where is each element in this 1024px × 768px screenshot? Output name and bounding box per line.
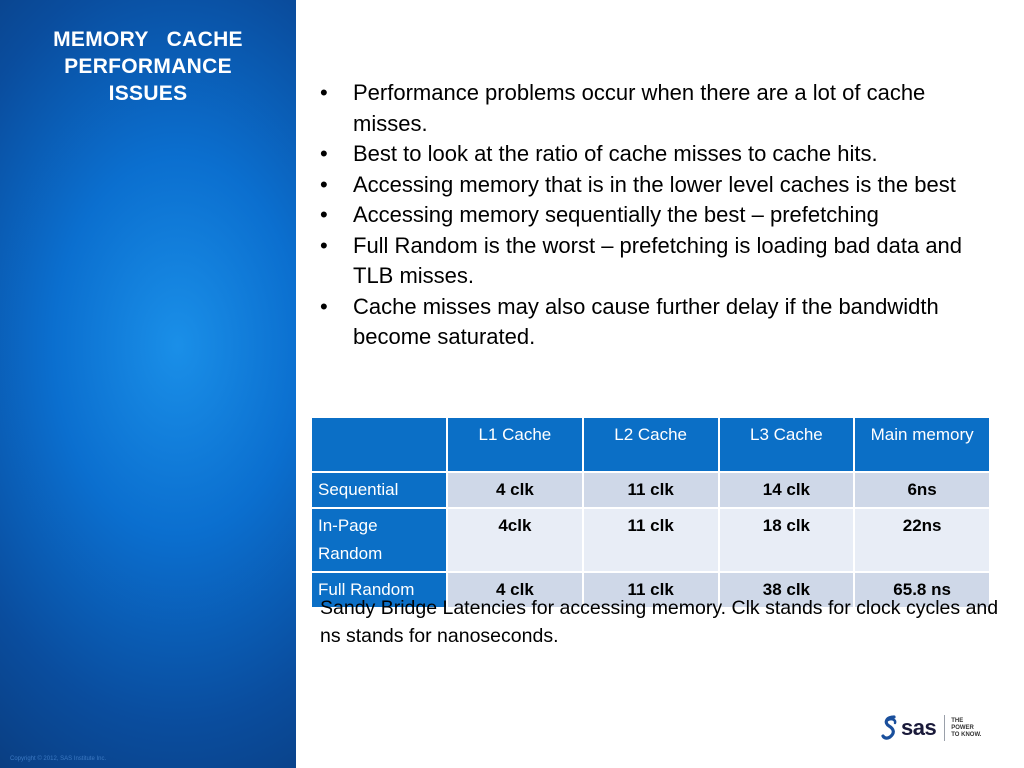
- latency-table: [310, 416, 991, 609]
- table-cell: 4 clk: [447, 572, 583, 608]
- bullet-text: Best to look at the ratio of cache misses to cache hits.: [353, 141, 878, 166]
- table-header-cell: L1 Cache: [447, 417, 583, 472]
- tagline-line: POWER: [951, 724, 974, 731]
- bullet-item: [318, 292, 978, 353]
- bullet-text: Full Random is the worst – prefetching is loading bad data and TLB misses.: [353, 232, 963, 288]
- bullet-dot: •: [320, 80, 328, 105]
- sas-wordmark: sas: [901, 715, 937, 740]
- table-caption: Sandy Bridge Latencies for accessing memory. Clk stands for clock cycles and ns stands for nanoseconds.: [320, 597, 999, 647]
- bullet-item: [318, 200, 978, 231]
- row-label: Full Random: [311, 572, 447, 608]
- bullet-dot: •: [320, 171, 328, 197]
- table-cell: 6ns: [854, 472, 990, 508]
- logo-divider: [944, 715, 945, 741]
- bullet-dot: •: [320, 232, 328, 258]
- bullet-item: [318, 170, 978, 201]
- bullet-item: [318, 231, 978, 292]
- logo-tagline: [951, 718, 991, 739]
- row-label: In-Page Random: [311, 508, 447, 572]
- bullet-item: [318, 78, 978, 139]
- table-cell: 14 clk: [719, 472, 855, 508]
- table-cell: 65.8 ns: [854, 572, 990, 608]
- bullet-dot: •: [320, 141, 328, 166]
- slide-title-line: ISSUES: [108, 82, 188, 105]
- tagline-line: THE: [951, 717, 964, 724]
- side-panel: [0, 0, 296, 768]
- table-cell: 11 clk: [583, 572, 719, 608]
- table-cell: 11 clk: [583, 508, 719, 572]
- sas-swirl-icon: [880, 714, 900, 742]
- table-header-cell: [311, 417, 447, 472]
- table-row: [311, 472, 990, 508]
- table-cell: 38 clk: [719, 572, 855, 608]
- bullet-text: Cache misses may also cause further delay if the bandwidth become saturated.: [353, 293, 939, 349]
- bullet-text: Accessing memory that is in the lower level caches is the best: [353, 171, 956, 197]
- table-header-row: [311, 417, 990, 472]
- bullet-dot: •: [320, 202, 328, 227]
- slide-title-line: PERFORMANCE: [64, 55, 232, 78]
- bullet-item: [318, 139, 978, 170]
- row-label: Sequential: [311, 472, 447, 508]
- table-header-cell: Main memory: [854, 417, 990, 472]
- table-cell: 4clk: [447, 508, 583, 572]
- table-header-cell: L3 Cache: [719, 417, 855, 472]
- table-row: [311, 508, 990, 572]
- table-cell: 18 clk: [719, 508, 855, 572]
- sas-logo: [880, 712, 991, 744]
- bullet-text: Performance problems occur when there are a lot of cache misses.: [353, 80, 926, 136]
- table-header-cell: L2 Cache: [583, 417, 719, 472]
- bullet-list: [318, 78, 978, 353]
- bullet-text: Accessing memory sequentially the best – prefetching: [353, 202, 879, 227]
- table-cell: 4 clk: [447, 472, 583, 508]
- copyright-text: Copyright © 2012, SAS Institute Inc.: [10, 756, 107, 762]
- table-cell: 22ns: [854, 508, 990, 572]
- bullet-dot: •: [320, 293, 328, 319]
- slide-title-line: MEMORY CACHE: [53, 28, 243, 51]
- tagline-line: TO KNOW.: [951, 731, 982, 738]
- table-cell: 11 clk: [583, 472, 719, 508]
- slide-title: [20, 26, 276, 107]
